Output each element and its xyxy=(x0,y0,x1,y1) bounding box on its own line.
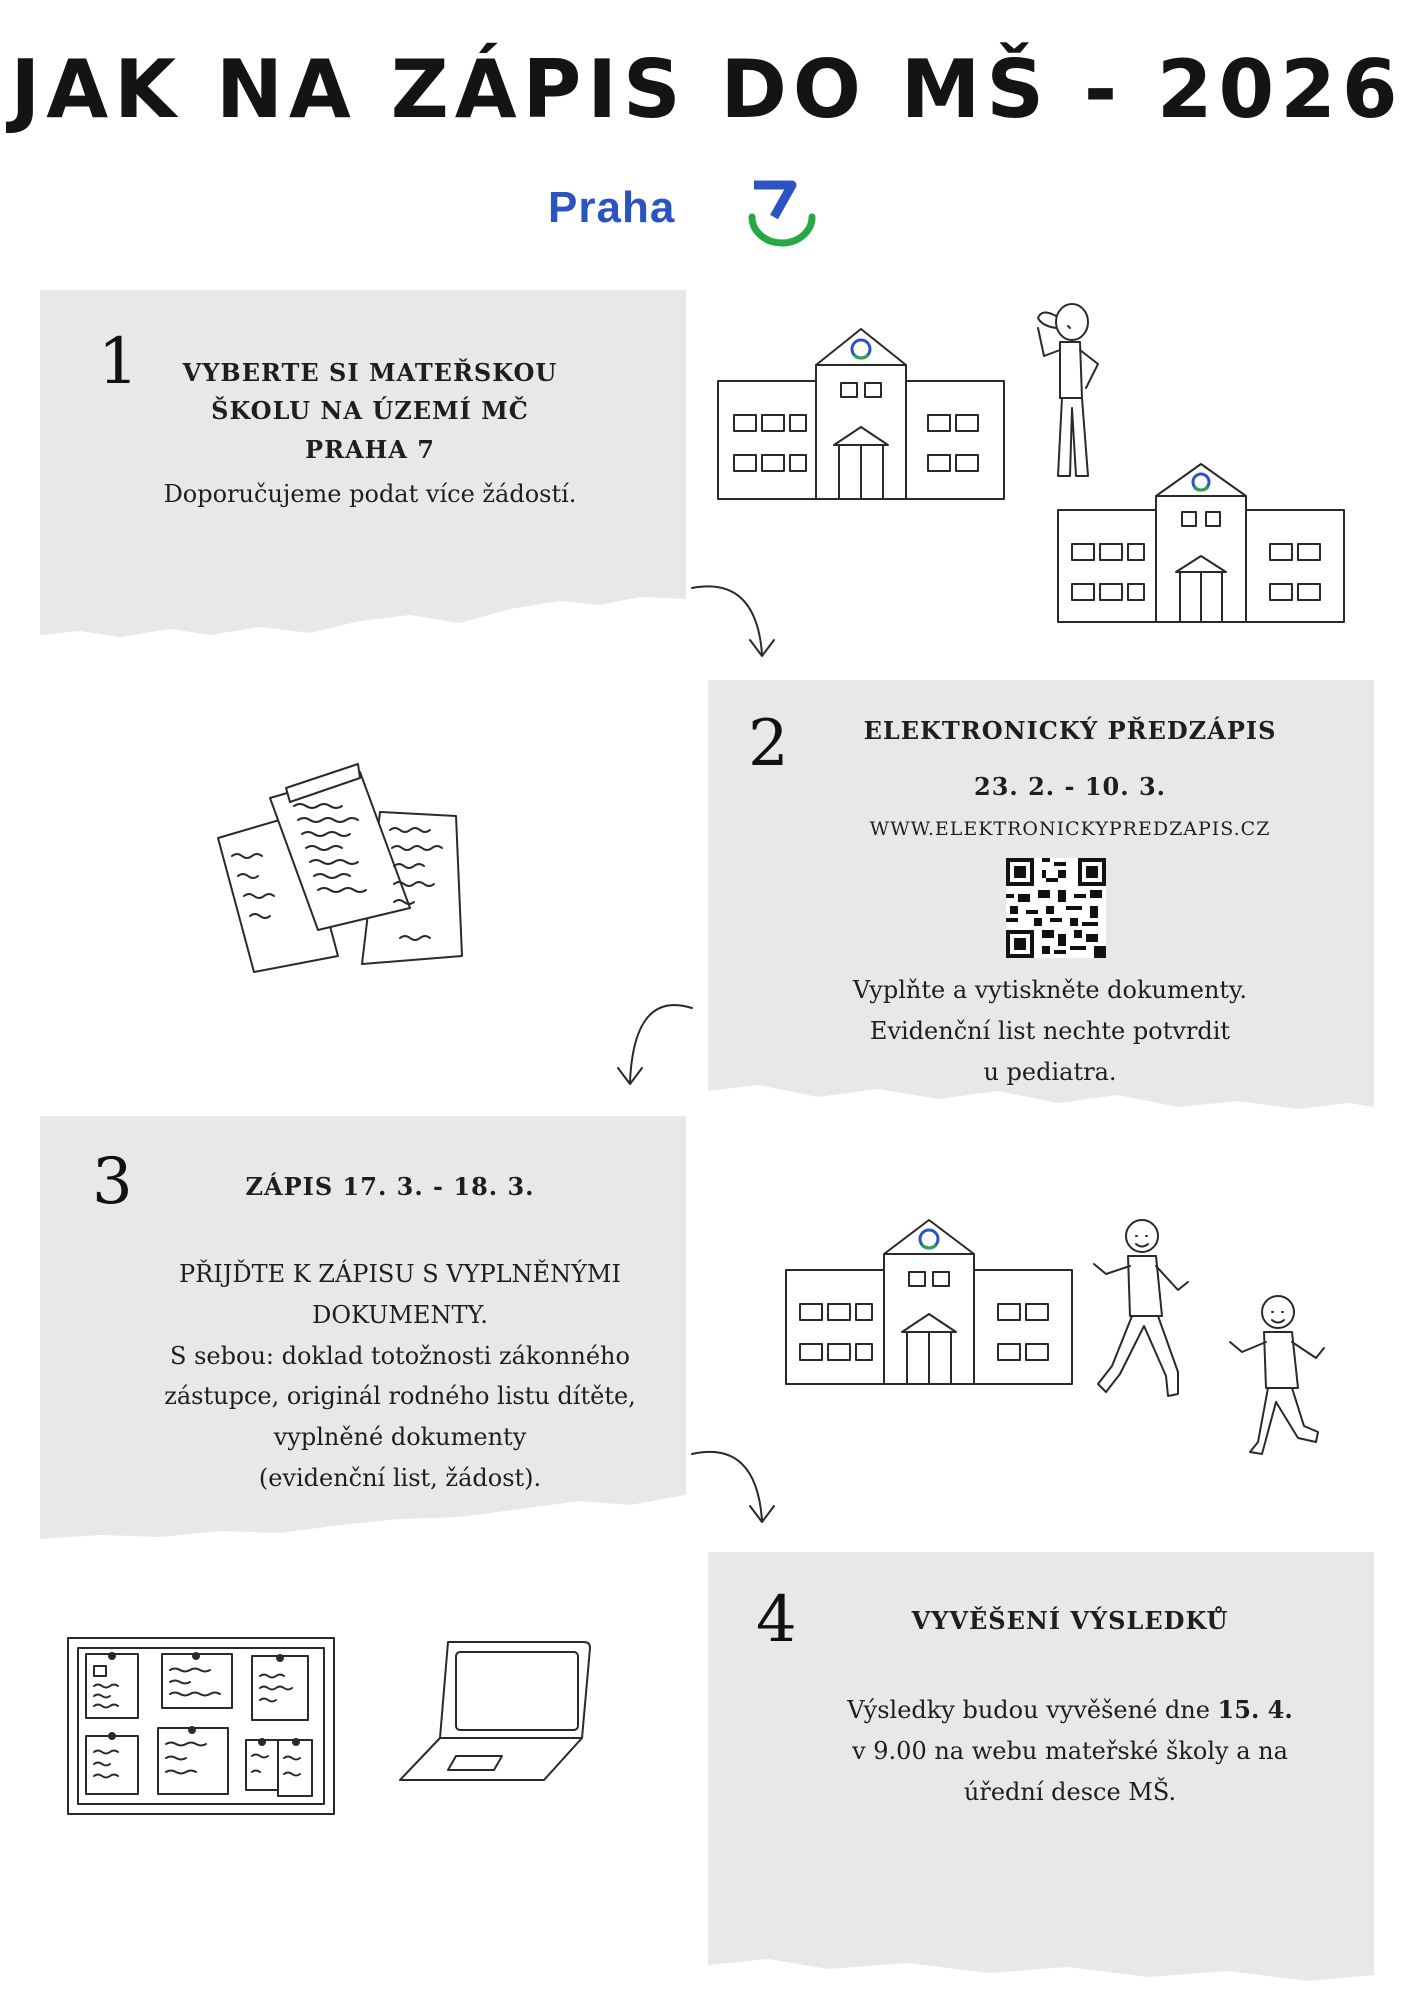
step-3-body-line: DOKUMENTY. xyxy=(312,1300,488,1329)
step-3-body-line: zástupce, originál rodného listu dítěte, xyxy=(164,1382,636,1411)
step-4-number: 4 xyxy=(756,1583,797,1657)
arrow-down-right-icon xyxy=(686,1440,786,1540)
step-3-body xyxy=(130,1254,670,1499)
step-2-body-line: Vyplňte a vytiskněte dokumenty. xyxy=(852,976,1248,1004)
step-2-url-link[interactable]: WWW.ELEKTRONICKYPREDZAPIS.CZ xyxy=(869,818,1271,840)
arrow-down-left-icon xyxy=(604,992,704,1102)
notice-board-icon xyxy=(66,1636,336,1816)
step-2-body xyxy=(780,970,1320,1092)
step-2-body-line: u pediatra. xyxy=(983,1057,1117,1086)
step-2-dates: 23. 2. - 10. 3. xyxy=(974,772,1166,801)
step-1-heading-line: ŠKOLU NA ÚZEMÍ MČ PRAHA 7 xyxy=(211,396,529,464)
school-building-icon xyxy=(716,325,1006,501)
step-1-body: Doporučujeme podat více žádostí. xyxy=(163,480,577,508)
walking-person-icon xyxy=(1220,1292,1340,1462)
step-3-body-line: PŘIJĎTE K ZÁPISU S VYPLNĚNÝMI xyxy=(179,1260,621,1288)
step-3-body-line: vyplněné dokumenty xyxy=(273,1423,527,1452)
step-2-heading: ELEKTRONICKÝ PŘEDZÁPIS xyxy=(863,716,1277,745)
thinking-person-icon xyxy=(1020,298,1110,486)
step-3-number: 3 xyxy=(92,1145,133,1219)
step-3-body-line: S sebou: doklad totožnosti zákonného xyxy=(170,1341,630,1370)
step-4-body xyxy=(800,1690,1340,1812)
arrow-down-right-icon xyxy=(686,576,786,676)
school-building-icon xyxy=(784,1218,1074,1386)
qr-code-icon[interactable] xyxy=(1006,858,1106,958)
results-date: 15. 4. xyxy=(1217,1695,1293,1724)
logo-text: Praha xyxy=(548,183,676,232)
documents-icon xyxy=(210,758,490,978)
step-3-body-line: (evidenční list, žádost). xyxy=(258,1463,542,1492)
school-building-icon xyxy=(1056,462,1346,624)
step-1-heading xyxy=(160,354,580,469)
step-3-heading: ZÁPIS 17. 3. - 18. 3. xyxy=(245,1172,535,1201)
step-4-body-line: úřední desce MŠ. xyxy=(963,1777,1177,1806)
page-title: JAK NA ZÁPIS DO MŠ - 2026 xyxy=(10,43,1404,136)
logo-seven-icon xyxy=(748,177,828,249)
step-4-heading: VYVĚŠENÍ VÝSLEDKŮ xyxy=(911,1606,1229,1635)
step-4-body-line xyxy=(800,1690,1340,1731)
walking-person-icon xyxy=(1084,1216,1204,1402)
step-2-number: 2 xyxy=(748,707,789,781)
step-4-body-line: v 9.00 na webu mateřské školy a na xyxy=(852,1736,1288,1765)
step-2-body-line: Evidenční list nechte potvrdit xyxy=(869,1016,1231,1045)
laptop-icon xyxy=(394,1638,594,1788)
praha7-logo xyxy=(548,183,868,253)
step-4-body-text: Výsledky budou vyvěšené dne xyxy=(847,1696,1218,1724)
step-1-number: 1 xyxy=(98,325,139,399)
step-1-heading-line: VYBERTE SI MATEŘSKOU xyxy=(182,358,558,387)
